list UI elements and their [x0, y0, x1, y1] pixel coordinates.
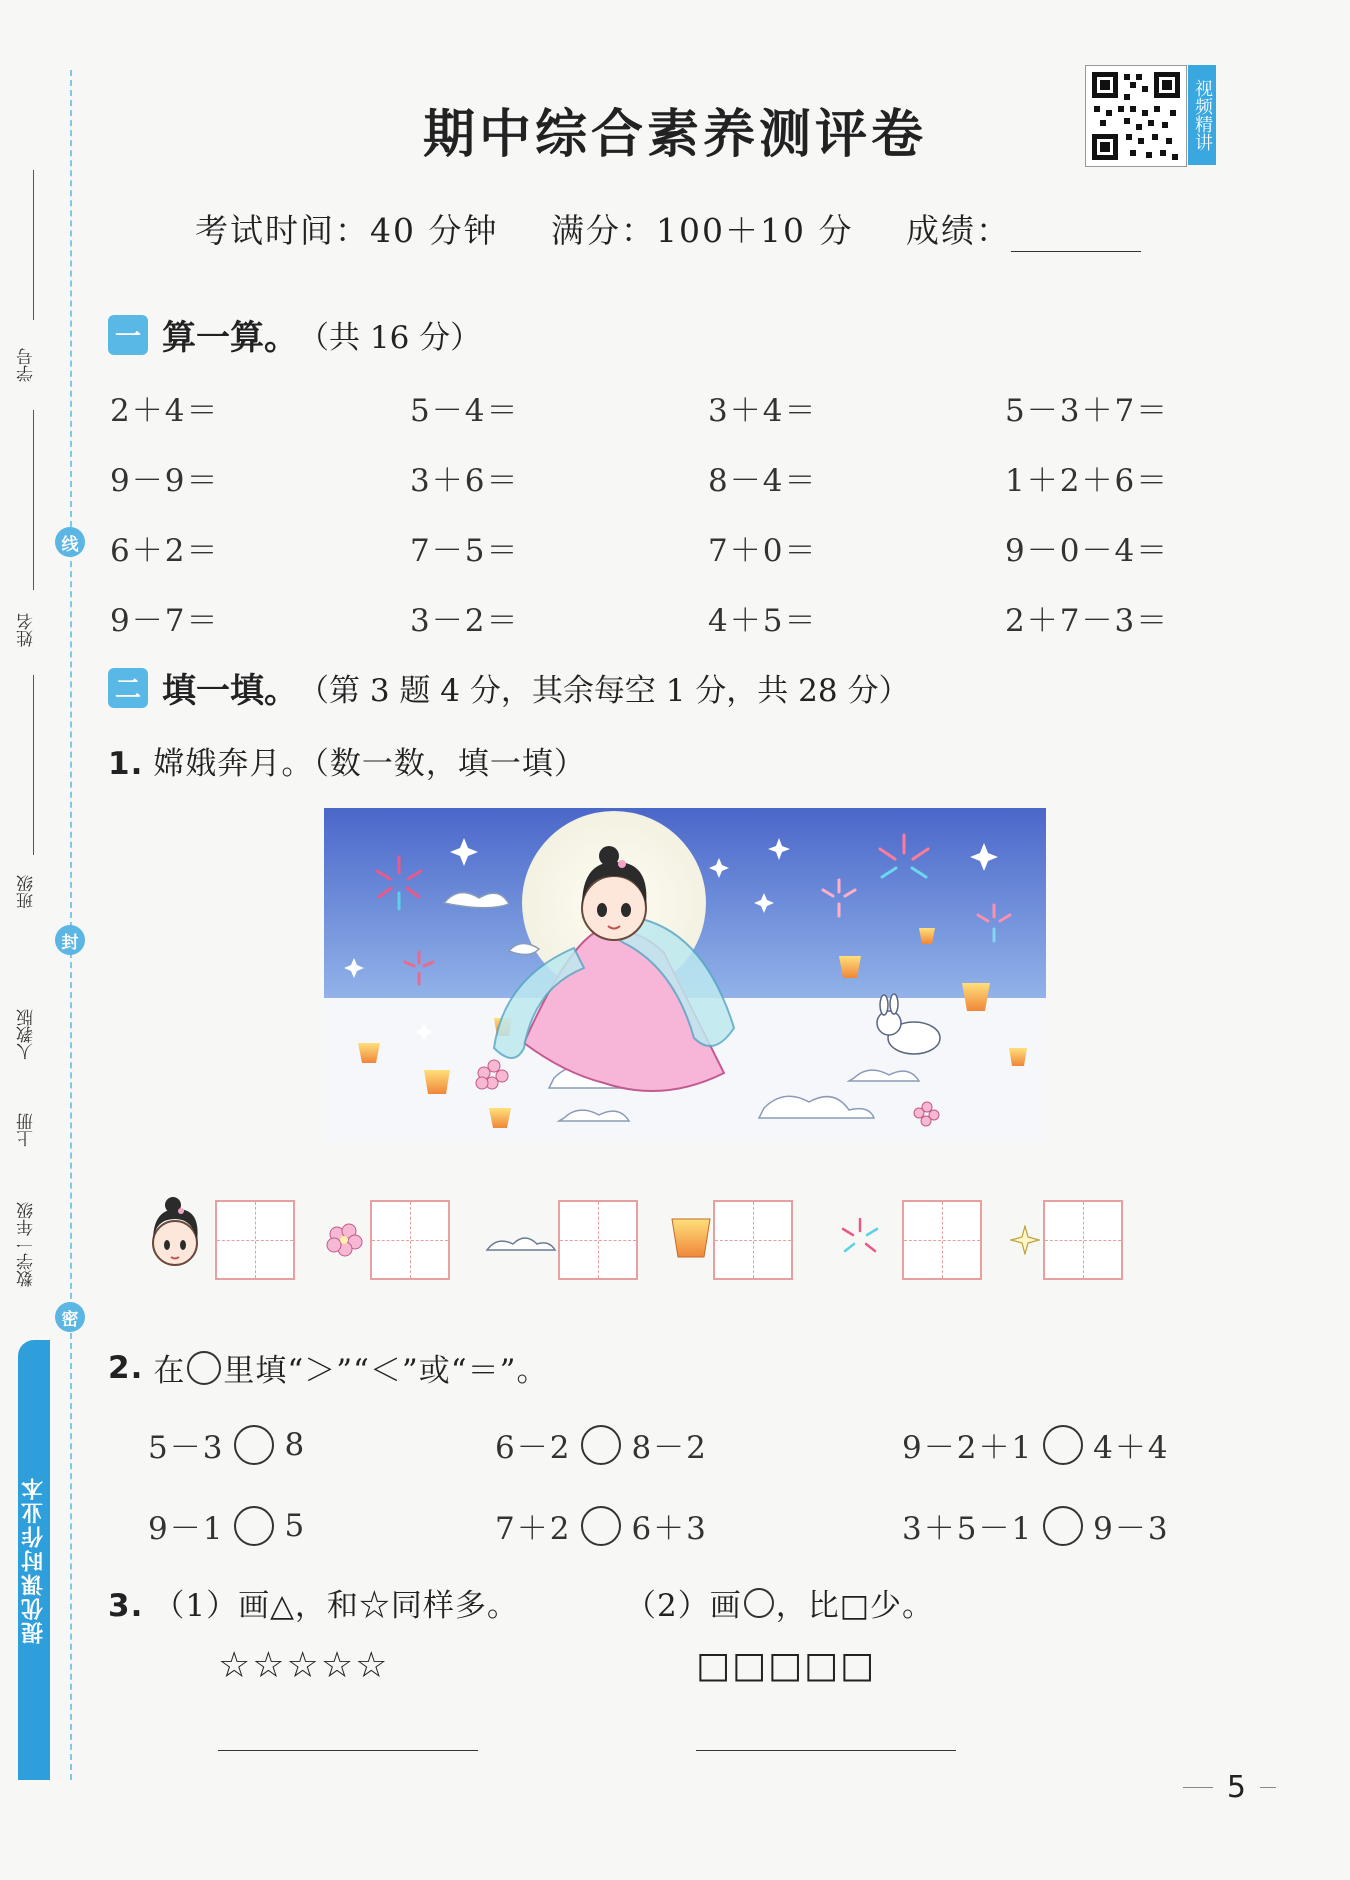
- compare-left: 9－2＋1: [902, 1430, 1034, 1466]
- question-2-text-after: 里填“＞”“＜”或“＝”。: [223, 1353, 549, 1389]
- answer-line-triangles[interactable]: [218, 1750, 478, 1751]
- brand-tab: 提优课时作业本: [18, 1340, 50, 1780]
- question-3-number: 3.: [108, 1588, 144, 1624]
- page-number-dash: [1260, 1787, 1276, 1788]
- question-1-text: 嫦娥奔月。（数一数，填一填）: [153, 746, 586, 782]
- compare-item: [495, 1503, 708, 1548]
- compare-item: [902, 1503, 1170, 1548]
- qr-video-tag: 视频精讲: [1188, 65, 1216, 165]
- compare-item: [902, 1422, 1170, 1467]
- calc-item[interactable]: 2＋4＝: [110, 393, 220, 429]
- exam-full-score: 满分：100＋10 分: [550, 211, 854, 250]
- chang-e-icon: [145, 1195, 205, 1275]
- calc-item[interactable]: 5－4＝: [410, 393, 520, 429]
- section-1-title: 算一算。: [162, 318, 298, 358]
- compare-circle[interactable]: [581, 1506, 621, 1546]
- calc-item[interactable]: 2＋7－3＝: [1005, 603, 1170, 639]
- score-blank[interactable]: [1011, 221, 1141, 252]
- calc-item[interactable]: 3＋4＝: [708, 393, 818, 429]
- question-2-number: 2.: [108, 1349, 144, 1386]
- calc-item[interactable]: 9－9＝: [110, 463, 220, 499]
- calc-item[interactable]: 7－5＝: [410, 533, 520, 569]
- count-box-flower[interactable]: [370, 1200, 450, 1280]
- star-icon: [1010, 1225, 1040, 1255]
- calc-item[interactable]: 7＋0＝: [708, 533, 818, 569]
- calc-item[interactable]: 3＋6＝: [410, 463, 520, 499]
- compare-right: 6＋3: [631, 1511, 708, 1547]
- margin-label-volume: 上册: [17, 1113, 37, 1147]
- page-number: [1169, 1770, 1290, 1805]
- question-3: [108, 1580, 519, 1625]
- compare-circle[interactable]: [1043, 1425, 1083, 1465]
- question-2-text-before: 在: [153, 1353, 186, 1389]
- count-box-star[interactable]: [1043, 1200, 1123, 1280]
- lantern-icon: [670, 1215, 712, 1263]
- count-box-cloud[interactable]: [558, 1200, 638, 1280]
- compare-right: 8－2: [631, 1430, 708, 1466]
- count-box-lantern[interactable]: [713, 1200, 793, 1280]
- binding-mark-mi: 密: [55, 1302, 85, 1332]
- question-1-number: 1.: [108, 746, 144, 782]
- compare-item: [148, 1422, 306, 1467]
- question-3-part-2-after: ，比□少。: [775, 1588, 935, 1624]
- margin-label-student-id: 学号: [17, 348, 37, 382]
- margin-rule: [33, 170, 34, 320]
- section-1-note: （共 16 分）: [298, 320, 482, 356]
- chang-e-illustration: [324, 808, 1046, 1143]
- exam-score-label: 成绩：: [905, 211, 1011, 250]
- binding-mark-xian: 线: [55, 527, 85, 557]
- margin-rule: [33, 675, 34, 855]
- compare-circle[interactable]: [234, 1425, 274, 1465]
- calc-item[interactable]: 5－3＋7＝: [1005, 393, 1170, 429]
- margin-label-name: 姓名: [17, 613, 37, 647]
- compare-item: [148, 1503, 306, 1548]
- compare-right: 4＋4: [1093, 1430, 1170, 1466]
- section-1-badge: 一: [108, 315, 148, 355]
- calc-item[interactable]: 6＋2＝: [110, 533, 220, 569]
- calc-item[interactable]: 4＋5＝: [708, 603, 818, 639]
- cloud-icon: [485, 1230, 557, 1254]
- margin-label-class: 班级: [17, 875, 37, 909]
- section-2-badge: 二: [108, 668, 148, 708]
- compare-circle[interactable]: [1043, 1506, 1083, 1546]
- page-title: 期中综合素养测评卷: [422, 104, 927, 165]
- circle-icon: [187, 1351, 221, 1385]
- compare-left: 6－2: [495, 1430, 572, 1466]
- section-2-heading: [108, 663, 909, 712]
- margin-label-grade: 数学一年级: [17, 1202, 37, 1288]
- question-3-part-2: [625, 1580, 934, 1625]
- compare-right: 8: [284, 1426, 307, 1463]
- exam-time: 考试时间：40 分钟: [195, 211, 499, 250]
- compare-left: 9－1: [148, 1511, 225, 1547]
- section-2-title: 填一填。: [162, 671, 298, 711]
- compare-left: 7＋2: [495, 1511, 572, 1547]
- calc-item[interactable]: 3－2＝: [410, 603, 520, 639]
- count-answer-row: [145, 1190, 1145, 1290]
- exam-info: [195, 205, 1181, 252]
- stars-row: ☆☆☆☆☆: [218, 1645, 390, 1686]
- count-box-firework[interactable]: [902, 1200, 982, 1280]
- margin-rule: [33, 410, 34, 590]
- answer-line-circles[interactable]: [696, 1750, 956, 1751]
- qr-code-icon[interactable]: [1085, 65, 1187, 167]
- binding-mark-feng: 封: [55, 925, 85, 955]
- calc-item[interactable]: 9－0－4＝: [1005, 533, 1170, 569]
- compare-right: 9－3: [1093, 1511, 1170, 1547]
- compare-left: 3＋5－1: [902, 1511, 1034, 1547]
- count-box-chang-e[interactable]: [215, 1200, 295, 1280]
- page-number-value: 5: [1226, 1770, 1246, 1805]
- flower-icon: [325, 1222, 365, 1258]
- section-2-note: （第 3 题 4 分，其余每空 1 分，共 28 分）: [298, 673, 910, 709]
- calc-item[interactable]: 1＋2＋6＝: [1005, 463, 1170, 499]
- calc-item[interactable]: 9－7＝: [110, 603, 220, 639]
- compare-right: 5: [284, 1507, 307, 1544]
- compare-left: 5－3: [148, 1430, 225, 1466]
- calc-item[interactable]: 8－4＝: [708, 463, 818, 499]
- compare-circle[interactable]: [234, 1506, 274, 1546]
- compare-circle[interactable]: [581, 1425, 621, 1465]
- section-1-heading: [108, 310, 481, 359]
- page-number-dash: [1183, 1787, 1213, 1788]
- firework-icon: [835, 1215, 885, 1265]
- compare-item: [495, 1422, 708, 1467]
- squares-row: □□□□□: [696, 1645, 877, 1686]
- question-2: [108, 1345, 548, 1390]
- question-1: [108, 738, 586, 783]
- question-3-part-2-before: （2）画: [625, 1588, 742, 1624]
- question-3-part-1: （1）画△，和☆同样多。: [153, 1588, 519, 1624]
- circle-icon: [744, 1588, 774, 1618]
- margin-label-edition: 人教版: [17, 1009, 37, 1061]
